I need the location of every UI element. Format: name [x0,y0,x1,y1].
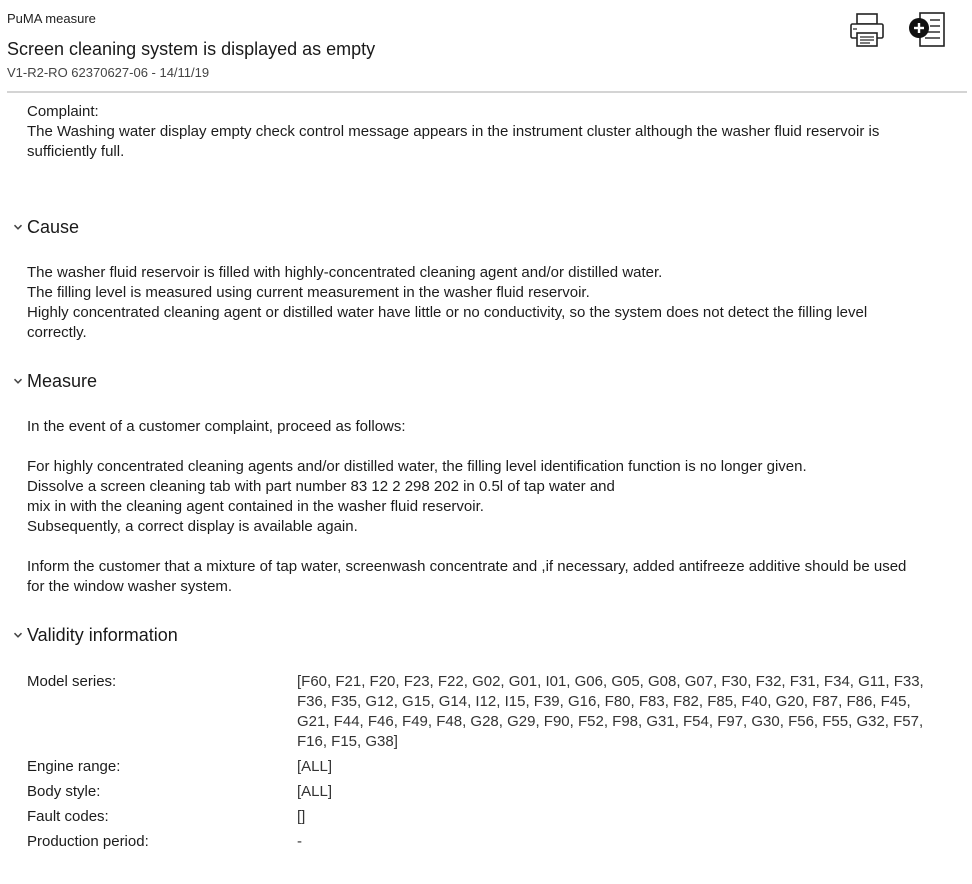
cause-body [27,263,927,343]
cause-line: Highly concentrated cleaning agent or distilled water have little or no conductivity, so the system does not detect the filling level correctly. [27,304,868,341]
add-note-icon [906,10,948,48]
validity-label: Body style: [27,783,101,800]
cause-line: The filling level is measured using current measurement in the washer fluid reservoir. [27,284,590,301]
measure-note: Inform the customer that a mixture of tap water, screenwash concentrate and ,if necessary, added antifreeze additive should be used for the window washer system. [27,558,907,595]
validity-value: [] [297,808,306,825]
measure-step: Subsequently, a correct display is available again. [27,518,358,535]
validity-value: [ALL] [297,758,333,775]
validity-value: [ALL] [297,783,333,800]
validity-section-header[interactable] [9,623,178,647]
validity-value: [F60, F21, F20, F23, F22, G02, G01, I01, G06, G05, G08, G07, F30, F32, F31, F34, G11, F33, F36, F35, G12, G15, G14, I12, I15, F39, G16, F80, F83, F82, F85, F40, G20, F87, F86, F45, G21, F44, F46, F49, F48, G28, G29, F90, F52, F98, G31, F54, F97, G30, F56, F55, G32, F57, F16, F15, G38] [297,673,924,750]
chevron-down-icon [9,631,27,639]
measure-body [27,417,927,597]
cause-line: The washer fluid reservoir is filled with highly-concentrated cleaning agent and/or distilled water. [27,264,663,281]
measure-title: Measure [27,370,98,391]
chevron-down-icon [9,377,27,385]
validity-label: Engine range: [27,758,121,775]
cause-section-header[interactable] [9,215,79,239]
measure-intro: In the event of a customer complaint, proceed as follows: [27,418,406,435]
measure-step: For highly concentrated cleaning agents and/or distilled water, the filling level identification function is no longer given. [27,458,807,475]
complaint-text: The Washing water display empty check control message appears in the instrument cluster although the washer fluid reservoir is sufficiently full. [27,123,880,160]
printer-icon [848,12,886,48]
header-divider [7,91,967,93]
validity-label: Fault codes: [27,808,109,825]
validity-row-production-period [27,832,937,852]
validity-value: - [297,833,302,850]
page-title: Screen cleaning system is displayed as empty [7,39,376,59]
app-label: PuMA measure [7,11,96,26]
cause-title: Cause [27,216,80,237]
complaint-section [27,102,927,162]
validity-row-body-style [27,782,937,802]
validity-label: Model series: [27,673,117,690]
measure-step: Dissolve a screen cleaning tab with part number 83 12 2 298 202 in 0.5l of tap water and [27,478,615,495]
print-button[interactable] [848,12,886,48]
validity-row-fault-codes [27,807,937,827]
complaint-label: Complaint: [27,103,99,120]
document-meta: V1-R2-RO 62370627-06 - 14/11/19 [7,65,210,80]
validity-title: Validity information [27,624,178,645]
measure-section-header[interactable] [9,369,97,393]
add-note-button[interactable] [906,10,948,48]
validity-row-engine-range [27,757,937,777]
validity-row-model-series [27,672,937,752]
validity-label: Production period: [27,833,149,850]
chevron-down-icon [9,223,27,231]
measure-step: mix in with the cleaning agent contained in the washer fluid reservoir. [27,498,484,515]
